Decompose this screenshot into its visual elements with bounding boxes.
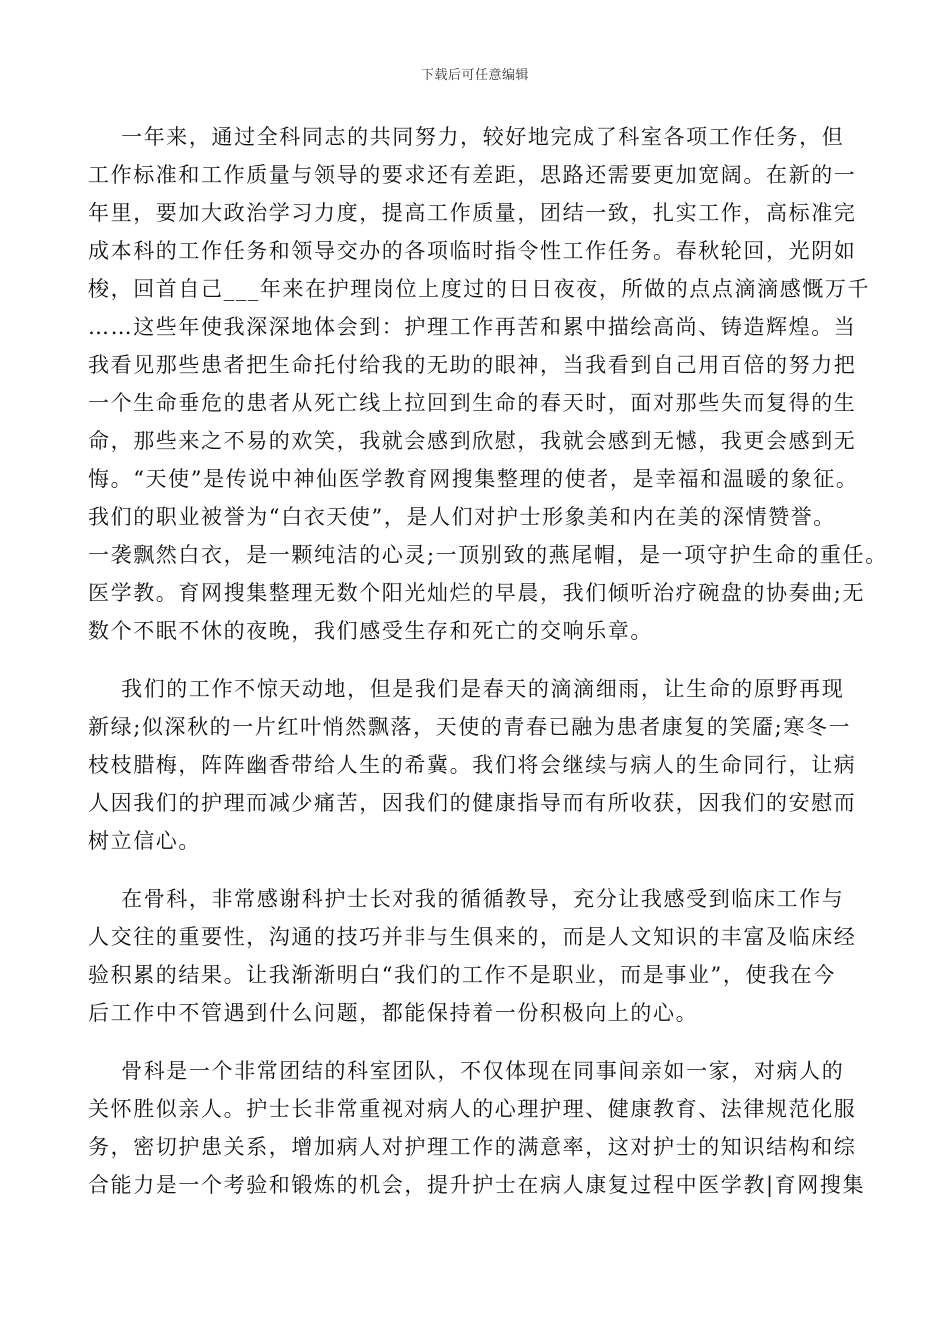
text-line: 在骨科，非常感谢科护士长对我的循循教导，充分让我感受到临床工作与 (88, 887, 845, 911)
paragraph-4 (88, 1052, 866, 1204)
text-line: 成本科的工作任务和领导交办的各项临时指令性工作任务。春秋轮回，光阴如 (88, 239, 857, 263)
text-line: 命，那些来之不易的欢笑，我就会感到欣慰，我就会感到无憾，我更会感到无 (88, 429, 857, 453)
text-line: 后工作中不管遇到什么问题，都能保持着一份积极向上的心。 (88, 1001, 699, 1025)
text-line: 年里，要加大政治学习力度，提高工作质量，团结一致，扎实工作，高标准完 (88, 201, 857, 225)
text-line: 新绿;似深秋的一片红叶悄然飘落，天使的青春已融为患者康复的笑靥;寒冬一 (88, 715, 852, 739)
text-line: 人因我们的护理而减少痛苦，因我们的健康指导而有所收获，因我们的安慰而 (88, 791, 857, 815)
text-line: 梭，回首自己___年来在护理岗位上度过的日日夜夜，所做的点点滴滴感慨万千 (88, 277, 871, 301)
text-line: 验积累的结果。让我渐渐明白“我们的工作不是职业，而是事业”，使我在今 (88, 963, 836, 987)
paragraph-spacer (88, 1032, 862, 1052)
document-body (88, 118, 888, 1204)
text-line: 我看见那些患者把生命托付给我的无助的眼神，当我看到自己用百倍的努力把 (88, 353, 857, 377)
text-line: ……这些年使我深深地体会到：护理工作再苦和累中描绘高尚、铸造辉煌。当 (88, 315, 857, 339)
page-header: 下载后可任意编辑 (420, 68, 529, 83)
paragraph-1 (88, 118, 888, 650)
text-line: 关怀胜似亲人。护士长非常重视对病人的心理护理、健康教育、法律规范化服 (88, 1097, 857, 1121)
text-line: 一个生命垂危的患者从死亡线上拉回到生命的春天时，面对那些失而复得的生 (88, 391, 857, 415)
text-line: 悔。“天使”是传说中神仙医学教育网搜集整理的使者，是幸福和温暖的象征。 (88, 467, 859, 491)
text-line: 我们的工作不惊天动地，但是我们是春天的滴滴细雨，让生命的原野再现 (88, 677, 845, 701)
text-line: 枝枝腊梅，阵阵幽香带给人生的希冀。我们将会继续与病人的生命同行，让病 (88, 753, 857, 777)
paragraph-2 (88, 670, 862, 860)
paragraph-spacer (88, 860, 862, 880)
text-line: 一年来，通过全科同志的共同努力，较好地完成了科室各项工作任务，但 (88, 125, 845, 149)
paragraph-spacer (88, 650, 862, 670)
text-line: 工作标准和工作质量与领导的要求还有差距，思路还需要更加宽阔。在新的一 (88, 163, 857, 187)
text-line: 骨科是一个非常团结的科室团队，不仅体现在同事间亲如一家，对病人的 (88, 1059, 845, 1083)
text-line: 我们的职业被誉为“白衣天使”，是人们对护士形象美和内在美的深情赞誉。 (88, 505, 836, 529)
text-line: 树立信心。 (88, 829, 201, 853)
text-line: 人交往的重要性，沟通的技巧并非与生俱来的，而是人文知识的丰富及临床经 (88, 925, 857, 949)
text-line: 医学教。育网搜集整理无数个阳光灿烂的早晨，我们倾听治疗碗盘的协奏曲;无 (88, 581, 866, 605)
paragraph-3 (88, 880, 862, 1032)
text-line: 合能力是一个考验和锻炼的机会，提升护士在病人康复过程中医学教|育网搜集 (88, 1173, 866, 1197)
text-line: 一袭飘然白衣，是一颗纯洁的心灵;一顶别致的燕尾帽，是一项守护生命的重任。 (88, 543, 888, 567)
text-line: 数个不眠不休的夜晚，我们感受生存和死亡的交响乐章。 (88, 619, 653, 643)
text-line: 务，密切护患关系，增加病人对护理工作的满意率，这对护士的知识结构和综 (88, 1135, 857, 1159)
